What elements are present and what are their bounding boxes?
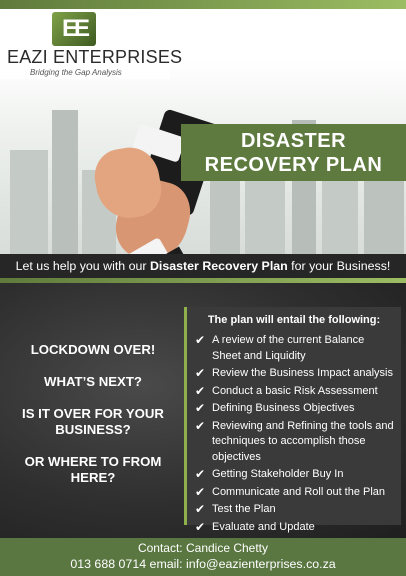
company-name: EAZI ENTERPRISES [7, 47, 183, 67]
contact-details: 013 688 0714 email: info@eazienterprises.co.za [70, 557, 336, 571]
tagline-prefix: Let us help you with our [15, 259, 150, 273]
check-icon: ✔ [195, 467, 206, 481]
footer [0, 538, 406, 576]
check-icon: ✔ [195, 418, 206, 433]
question-where-to: OR WHERE TO FROM HERE? [24, 454, 162, 485]
question-is-it-over: IS IT OVER FOR YOUR BUSINESS? [22, 406, 164, 437]
check-icon: ✔ [195, 333, 206, 347]
tagline-suffix: for your Business! [287, 259, 391, 273]
title-banner [181, 124, 406, 181]
tagline-highlight: Disaster Recovery Plan [149, 259, 288, 273]
list-item: ✔ A review of the current Balance Sheet and Liquidity [195, 333, 365, 362]
check-icon: ✔ [195, 401, 206, 415]
company-tagline: Bridging the Gap Analysis [30, 68, 122, 77]
title-line-2: RECOVERY PLAN [204, 154, 383, 176]
tagline-bar [0, 254, 406, 278]
list-item: ✔ Getting Stakeholder Buy In [195, 467, 344, 481]
check-icon: ✔ [195, 366, 206, 380]
check-icon: ✔ [195, 519, 206, 534]
check-icon: ✔ [195, 383, 206, 398]
questions-column [8, 342, 178, 502]
list-item: ✔ Test the Plan [195, 502, 276, 516]
list-item: ✔ Conduct a basic Risk Assessment [195, 383, 378, 398]
plan-list [195, 333, 395, 537]
contact-name: Contact: Candice Chetty [137, 541, 269, 555]
check-icon: ✔ [195, 484, 206, 499]
top-green-band [0, 0, 406, 9]
list-item: ✔ Reviewing and Refining the tools and techniques to accomplish those objectives [195, 418, 394, 463]
company-logo [0, 9, 183, 79]
title-line-1: DISASTER [240, 130, 347, 152]
list-item: ✔ Review the Business Impact analysis [195, 366, 393, 380]
list-item: ✔ Evaluate and Update [195, 519, 315, 534]
check-icon: ✔ [195, 502, 206, 516]
plan-box [184, 307, 401, 534]
question-lockdown: LOCKDOWN OVER! [30, 342, 156, 357]
list-item: ✔ Defining Business Objectives [195, 401, 355, 415]
list-item: ✔ Communicate and Roll out the Plan [195, 484, 386, 499]
logo-mark-icon: EE [52, 12, 96, 46]
question-whats-next: WHAT’S NEXT? [44, 374, 142, 389]
plan-heading: The plan will entail the following: [207, 314, 381, 326]
